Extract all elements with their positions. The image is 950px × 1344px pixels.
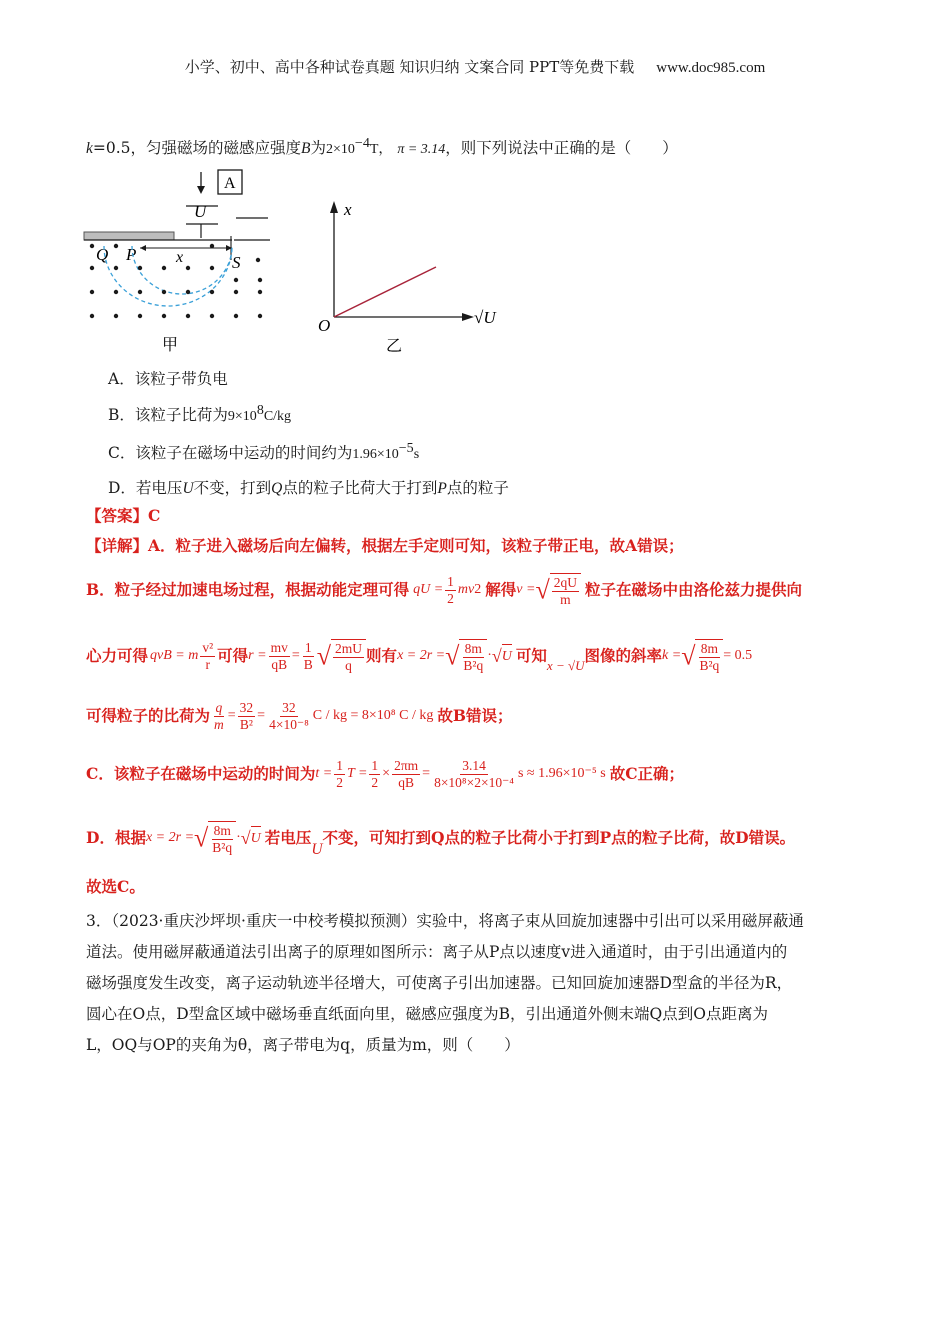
label-x: x xyxy=(176,249,184,266)
label-s: S xyxy=(232,253,241,272)
question-3-line: 道法。使用磁屏蔽通道法引出离子的原理如图所示：离子从P点以速度v进入通道时，由于引出通道内的 xyxy=(86,943,788,961)
axis-x-label: √U xyxy=(474,308,496,327)
axis-y-label: x xyxy=(344,200,352,219)
x-sqrtU-line xyxy=(334,267,436,317)
option-c: C．该粒子在磁场中运动的时间约为$1.96\times 10^{-5}s$ xyxy=(108,441,420,463)
question-3-line: 磁场强度发生改变，离子运动轨迹半径增大，可使离子引出加速器。已知回旋加速器D型盒的半径为R， xyxy=(86,974,793,992)
question-3-line: 圆心在O点，D型盒区域中磁场垂直纸面向里，磁感应强度为B，引出通道外侧末端Q点到O点距离为 xyxy=(86,1005,768,1023)
label-a: A xyxy=(224,175,236,192)
header-title: 小学、初中、高中各种试卷真题 知识归纳 文案合同 PPT等免费下载 xyxy=(184,58,635,76)
label-p: P xyxy=(126,245,137,264)
label-q: Q xyxy=(96,245,109,264)
solution-final: 故选C。 xyxy=(86,877,145,896)
screen-bar xyxy=(84,232,174,240)
solution-b-line3: 可得粒子的比荷为 $\frac{q}{m}$ = $\frac{32}{\text{B²}}$ = $\frac{32}{\text{4×10⁻⁸}}$ C / kg = 8×10⁸ C / kg 故B错误； xyxy=(86,699,513,732)
answer-label: 【答案】C xyxy=(86,506,161,525)
label-u: U xyxy=(194,202,207,221)
solution-a: 【详解】A．粒子进入磁场后向左偏转，根据左手定则可知，该粒子带正电，故A错误； xyxy=(86,536,684,555)
header-site[interactable]: www.doc985.com xyxy=(656,60,766,76)
option-a: A．该粒子带负电 xyxy=(108,370,228,388)
figure-yi xyxy=(310,195,510,357)
caption-jia: 甲 xyxy=(162,335,179,354)
page-header xyxy=(0,56,950,77)
solution-b-line2: 心力可得 qvB = m $\frac{\text{v²}}{r}$ 可得 r = $\frac{mv}{qB}$ = $\frac{1}{B}$ √ $\frac{2mU}{q}$ 则有 x = 2r = √ $\frac{8m}{\text{B²q}}$ · √U 可知 x − √U 图像的斜率 k = √ $\frac{8m}{\text{B²q}}$ = 0.5 xyxy=(86,639,753,673)
option-b: B．该粒子比荷为$9\times 10^8C/kg$ xyxy=(108,403,292,425)
question-3-line: L，OQ与OP的夹角为θ，离子带电为q，质量为m，则（ ） xyxy=(86,1036,520,1054)
figure-jia xyxy=(82,168,282,358)
axis-origin-label: O xyxy=(318,316,331,335)
question-stem: k=0.5，匀强磁场的磁感应强度B为$2\times 10^{-4}T$， π = 3.14，则下列说法中正确的是（ ） xyxy=(86,136,678,158)
question-3 xyxy=(86,906,804,1061)
solution-d: D．根据 x = 2r = √ $\frac{8m}{\text{B²q}}$ · √U 若电压 U 不变，可知打到Q点的粒子比荷小于打到P点的粒子比荷，故D错误。 xyxy=(86,822,796,858)
solution-b-line1: B．粒子经过加速电场过程，根据动能定理可得 qU = $\frac{1}{2}$ mv 2 解得 v = √ $\frac{2qU}{m}$ 粒子在磁场中由洛伦兹力提供向 xyxy=(86,573,802,607)
caption-yi: 乙 xyxy=(386,336,403,355)
trajectory-q xyxy=(104,246,232,306)
question-3-line: 3．（2023·重庆沙坪坝·重庆一中校考模拟预测）实验中，将离子束从回旋加速器中引出可以采用磁屏蔽通 xyxy=(86,912,804,930)
option-d: D．若电压U不变，打到Q点的粒子比荷大于打到P点的粒子 xyxy=(108,479,509,497)
solution-c: C．该粒子在磁场中运动的时间为 t = $\frac{1}{2}$ T = $\frac{1}{2}$ × $\frac{2\pi m}{qB}$ = $\frac{3.14}{\text{8×10⁸×2×10⁻⁴}}$ s ≈ 1.96×10⁻⁵ s 故C正确； xyxy=(86,757,685,790)
